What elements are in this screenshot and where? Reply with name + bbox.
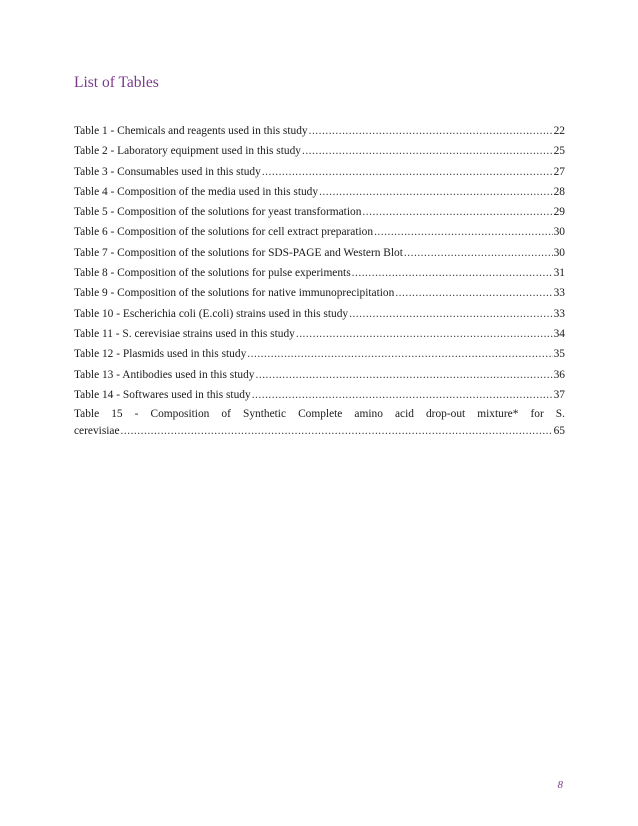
toc-entry-table-9[interactable] — [74, 283, 565, 303]
dot-leader — [352, 263, 553, 283]
toc-entry-label-line-2-row — [74, 423, 565, 440]
toc-entry-table-3[interactable] — [74, 162, 565, 182]
toc-entry-page: 25 — [553, 145, 565, 158]
dot-leader — [309, 121, 553, 141]
dot-leader — [302, 141, 553, 161]
toc-entry-page: 33 — [553, 287, 565, 300]
toc-entry-page: 28 — [553, 185, 565, 198]
toc-entry-label: Table 6 - Composition of the solutions for cell extract preparation — [74, 226, 374, 239]
toc-entry-page: 34 — [553, 327, 565, 340]
dot-leader — [252, 385, 553, 405]
toc-entry-table-15[interactable] — [74, 406, 565, 439]
toc-entry-label-line-2: cerevisiae — [74, 424, 120, 437]
dot-leader — [374, 222, 553, 242]
toc-entry-table-1[interactable] — [74, 121, 565, 141]
dot-leader — [262, 162, 553, 182]
toc-entry-table-4[interactable] — [74, 182, 565, 202]
toc-entry-table-10[interactable] — [74, 304, 565, 324]
page-title: List of Tables — [74, 74, 159, 91]
toc-entry-label: Table 10 - Escherichia coli (E.coli) strains used in this study — [74, 307, 349, 320]
toc-entry-page: 27 — [553, 165, 565, 178]
toc-entry-label: Table 4 - Composition of the media used in this study — [74, 185, 319, 198]
toc-entry-page: 65 — [553, 424, 565, 437]
toc-entry-table-14[interactable] — [74, 385, 565, 405]
toc-entry-label: Table 11 - S. cerevisiae strains used in this study — [74, 327, 295, 340]
toc-entry-page: 30 — [553, 226, 565, 239]
toc-entry-page: 37 — [553, 388, 565, 401]
toc-entry-table-8[interactable] — [74, 263, 565, 283]
toc-entry-table-6[interactable] — [74, 222, 565, 242]
toc-entry-table-5[interactable] — [74, 202, 565, 222]
toc-entry-table-7[interactable] — [74, 243, 565, 263]
toc-entry-page: 30 — [553, 246, 565, 259]
dot-leader — [362, 202, 552, 222]
dot-leader — [404, 243, 553, 263]
list-of-tables — [74, 121, 565, 439]
toc-entry-label-line-1: Table 15 - Composition of Synthetic Complete amino acid drop-out mixture* for S. — [74, 408, 565, 421]
toc-entry-table-2[interactable] — [74, 141, 565, 161]
page-number: 8 — [557, 779, 563, 791]
toc-entry-table-13[interactable] — [74, 365, 565, 385]
toc-entry-label: Table 14 - Softwares used in this study — [74, 388, 251, 401]
dot-leader — [247, 344, 552, 364]
toc-entry-page: 22 — [553, 125, 565, 137]
toc-entry-label: Table 5 - Composition of the solutions for yeast transformation — [74, 206, 362, 219]
toc-entry-table-11[interactable] — [74, 324, 565, 344]
toc-entry-page: 36 — [553, 368, 565, 381]
toc-entry-page: 35 — [553, 348, 565, 361]
toc-entry-page: 33 — [553, 307, 565, 320]
dot-leader — [121, 423, 553, 440]
toc-entry-label: Table 3 - Consumables used in this study — [74, 165, 261, 178]
toc-entry-label: Table 7 - Composition of the solutions for SDS-PAGE and Western Blot — [74, 246, 403, 259]
dot-leader — [349, 304, 553, 324]
dot-leader — [256, 365, 553, 385]
toc-entry-label: Table 1 - Chemicals and reagents used in this study — [74, 125, 308, 137]
toc-entry-label: Table 9 - Composition of the solutions for native immunoprecipitation — [74, 287, 395, 300]
toc-entry-page: 31 — [553, 267, 565, 280]
dot-leader — [296, 324, 553, 344]
toc-entry-label: Table 12 - Plasmids used in this study — [74, 348, 247, 361]
dot-leader — [395, 283, 552, 303]
toc-entry-label: Table 2 - Laboratory equipment used in this study — [74, 145, 301, 158]
toc-entry-label: Table 8 - Composition of the solutions for pulse experiments — [74, 267, 351, 280]
dot-leader — [319, 182, 553, 202]
toc-entry-table-12[interactable] — [74, 344, 565, 364]
toc-entry-label: Table 13 - Antibodies used in this study — [74, 368, 255, 381]
toc-entry-page: 29 — [553, 206, 565, 219]
